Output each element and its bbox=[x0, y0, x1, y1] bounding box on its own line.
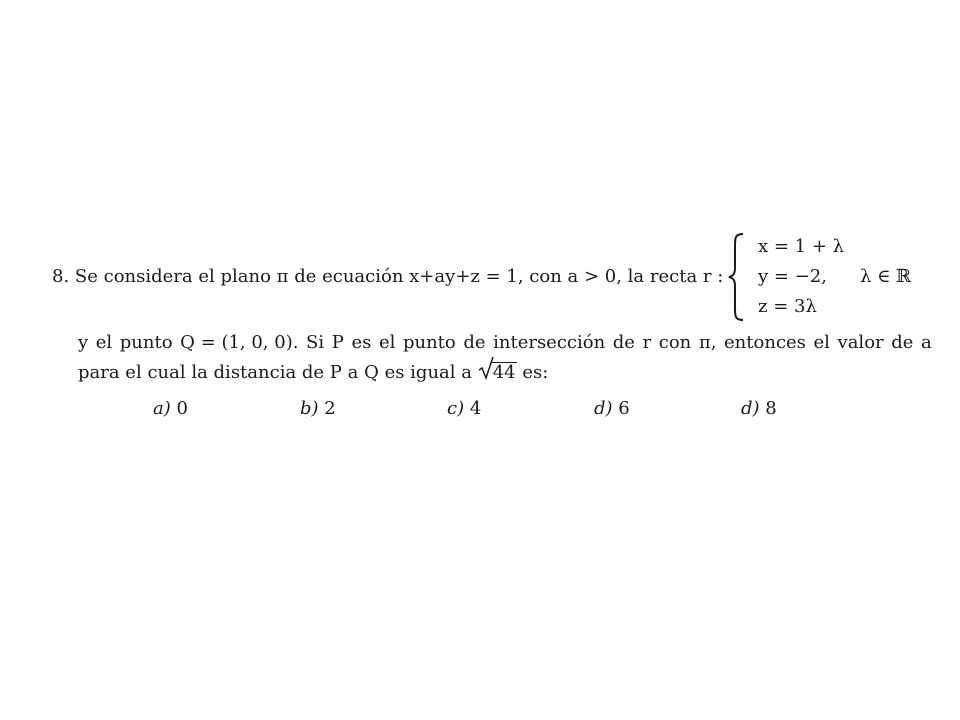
problem-statement-line-2: y el punto Q = (1, 0, 0). Si P es el punto de intersección de r con π, entonces el valor de a bbox=[78, 332, 932, 353]
problem-statement-line-1 bbox=[52, 228, 932, 328]
problem-number: 8. bbox=[52, 266, 70, 287]
radical-sign-icon bbox=[478, 356, 494, 380]
problem-statement-line-3 bbox=[78, 358, 932, 388]
radicand: 44 bbox=[492, 362, 516, 383]
option-c[interactable]: c) 4 bbox=[447, 398, 482, 419]
answer-options bbox=[52, 398, 932, 419]
option-b[interactable]: b) 2 bbox=[300, 398, 336, 419]
square-root bbox=[478, 358, 517, 388]
equation-y: y = −2, bbox=[758, 266, 827, 287]
line-3-end: es: bbox=[516, 362, 549, 383]
option-e[interactable]: d) 8 bbox=[741, 398, 777, 419]
problem-8 bbox=[52, 228, 932, 419]
line-3-text: para el cual la distancia de P a Q es igual a bbox=[78, 362, 472, 383]
equation-z: z = 3λ bbox=[758, 296, 817, 317]
option-a[interactable]: a) 0 bbox=[153, 398, 188, 419]
parameter-domain: λ ∈ ℝ bbox=[860, 266, 912, 287]
left-brace-icon bbox=[727, 232, 747, 322]
line-equation-system bbox=[758, 232, 844, 322]
problem-intro: Se considera el plano π de ecuación x+ay+z = 1, con a > 0, la recta r : bbox=[74, 266, 724, 287]
option-d[interactable]: d) 6 bbox=[594, 398, 630, 419]
equation-x: x = 1 + λ bbox=[758, 236, 845, 257]
problem-statement-body bbox=[52, 328, 932, 388]
